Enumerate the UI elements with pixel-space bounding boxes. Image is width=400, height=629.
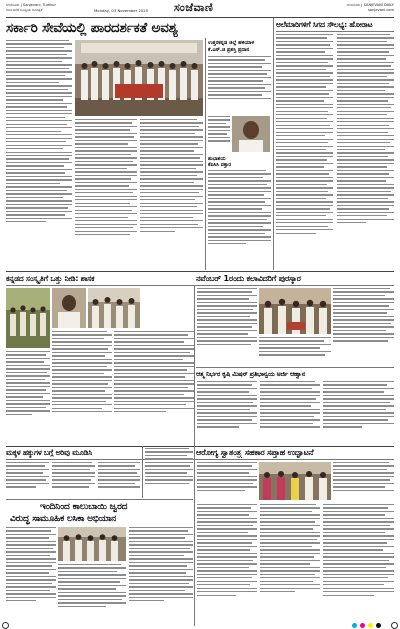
health-body-col1 <box>197 462 257 502</box>
photo-health-week-image <box>259 462 331 500</box>
photo-group-award-image <box>75 40 203 116</box>
article-body-col1 <box>6 40 72 268</box>
agri-body-col3 <box>323 381 394 445</box>
photo-stage-image <box>6 288 50 348</box>
column-divider-5 <box>194 446 195 626</box>
health-body-col3 <box>333 462 394 502</box>
masthead-right-line2: sanjevani.com <box>368 7 394 12</box>
nomads-body-col2 <box>337 34 394 270</box>
rule-vaccine <box>6 499 193 500</box>
column-divider-2 <box>273 18 274 270</box>
column-divider-4 <box>142 446 143 498</box>
vaccine-body-col2 <box>58 564 126 624</box>
sidebar-body-3 <box>208 170 271 268</box>
health-body-col4 <box>197 504 257 624</box>
photo-vaccine <box>58 527 126 561</box>
masthead-left-line1: ಬೆಂಗಳೂರು | Sanjevani, Tumkur <box>6 3 56 7</box>
photo-chief-guest-image <box>52 288 86 328</box>
artists-body-col3 <box>333 288 394 364</box>
photo-group-award <box>75 40 203 116</box>
brief-body <box>145 448 193 498</box>
article-body-col3 <box>140 119 203 269</box>
column-divider-3 <box>194 286 195 446</box>
nomads-body-col1 <box>276 34 333 270</box>
issue-date: Monday, 03 November 2025 <box>94 8 149 13</box>
registration-mark-left <box>2 622 9 629</box>
rule-nomads <box>276 31 394 32</box>
kicker-spokesperson: ಕೆಪಿಸಿಸಿ ವಕ್ತಾರ <box>208 162 232 168</box>
article-body-col2 <box>75 119 137 269</box>
photo-portrait <box>232 116 270 152</box>
headline-artists: ನವೆಂಬರ್ 1ರಂದು ಕಲಾವಿದರಿಗೆ ಪುರಸ್ಕಾರ <box>196 274 301 283</box>
artists-body-col2 <box>259 337 331 367</box>
photo-felicitation <box>88 288 140 328</box>
health-body-col5 <box>260 504 320 624</box>
rule-agri <box>196 367 394 368</box>
vaccine-body-col3 <box>129 527 193 623</box>
color-swatch-black <box>376 623 381 628</box>
headline-child-rights: ಮಕ್ಕಳ ಹಕ್ಕುಗಳ ಬಗ್ಗೆ ಅರಿವು ಮೂಡಿಸಿ <box>6 448 92 457</box>
sidebar-body-2 <box>208 116 230 156</box>
headline-culture: ಕನ್ನಡದ ಸಂಸ್ಕೃತಿಗೆ ಒತ್ತು ನೀಡಿ: ಶಾಸಕ <box>6 274 95 283</box>
health-body-col6 <box>323 504 394 624</box>
photo-health-week <box>259 462 331 500</box>
agri-body-col1 <box>197 381 257 445</box>
headline-nomads: ಅಲೆಮಾರಿಗಳಿಗೆ ಸಿಗದ ಸೌಲಭ್ಯ: ಹೋರಾಟ <box>276 20 373 29</box>
photo-felicitation-image <box>88 288 140 328</box>
child-body-col2 <box>52 462 95 496</box>
vaccine-body-col1 <box>6 527 56 623</box>
photo-chief-guest <box>52 288 86 328</box>
culture-body-col1 <box>6 351 50 439</box>
masthead <box>6 3 394 17</box>
photo-vaccine-image <box>58 527 126 561</box>
masthead-right-line1: ಬೆಂಗಳೂರು | SANJEVANI DAILY <box>346 3 394 7</box>
headline-agri-mission: ಆತ್ಮ ನಿರ್ಭರ ಕೃಷಿ ಮಿಷನ್ ಪ್ರತಿಭಾನ್ವಯ ಅರ್ಜಿ ಆಹ್ವಾನ <box>196 370 306 378</box>
color-swatch-magenta <box>360 623 365 628</box>
artists-body-col1 <box>197 288 257 364</box>
rule-band2 <box>6 285 394 286</box>
newspaper-title: ಸಂಜೆವಾಣಿ <box>174 1 214 14</box>
masthead-rule <box>6 17 394 18</box>
sidebar-body-1 <box>208 56 271 116</box>
registration-mark-right <box>391 622 398 629</box>
photo-stage <box>6 288 50 348</box>
color-swatch-yellow <box>368 623 373 628</box>
color-swatch-cyan <box>352 623 357 628</box>
culture-body-col3 <box>114 331 194 439</box>
masthead-right <box>347 3 394 12</box>
kicker-haliyal: ಉತ್ತರಕನ್ನಡ ಜಿಲ್ಲೆ ಹಳಿಯಾಳ <box>208 40 255 46</box>
headline-transparency: ಸರ್ಕಾರಿ ಸೇವೆಯಲ್ಲಿ ಪಾರದರ್ಶಕತೆ ಅವಶ್ಯ <box>6 20 178 36</box>
headline-vaccine-2: ವಿರುದ್ಧ ಸಾಮೂಹಿಕ ಲಸಿಕಾ ಅಭಿಯಾನ <box>10 514 117 524</box>
child-body-col3 <box>98 462 140 496</box>
kicker-greetings: ಶುಭಾಶಯ <box>208 156 226 162</box>
photo-portrait-image <box>232 116 270 152</box>
photo-artists-image <box>259 288 331 334</box>
child-body-col1 <box>6 462 49 496</box>
masthead-left <box>6 3 56 12</box>
rule-band3 <box>6 459 394 460</box>
section-rule-1 <box>6 271 394 272</box>
kicker-award: ಕೆ.ಎನ್.ಜಿ ಪ್ರಶಸ್ತಿ ಪ್ರದಾನ <box>208 47 250 53</box>
column-divider-1 <box>205 38 206 270</box>
headline-vaccine-1: ಇಂದಿನಿಂದ ಕಾಲುಬಾಯಿ ಜ್ವರದ <box>40 502 128 512</box>
masthead-left-line2: ಕರ್ನಾಟಕದ ಜನಪ್ರಿಯ ದಿನಪತ್ರಿಕೆ <box>6 7 43 12</box>
section-rule-2 <box>6 446 394 447</box>
photo-artists <box>259 288 331 334</box>
agri-body-col2 <box>260 381 320 445</box>
headline-health-week: ಆರೋಗ್ಯ ಸ್ವಾತಂತ್ರ್ಯ ಸಹಕಾರ ಸಪ್ತಾಹ ಉದ್ಘಾಟನೆ <box>196 448 314 457</box>
culture-body-col2 <box>52 331 112 439</box>
